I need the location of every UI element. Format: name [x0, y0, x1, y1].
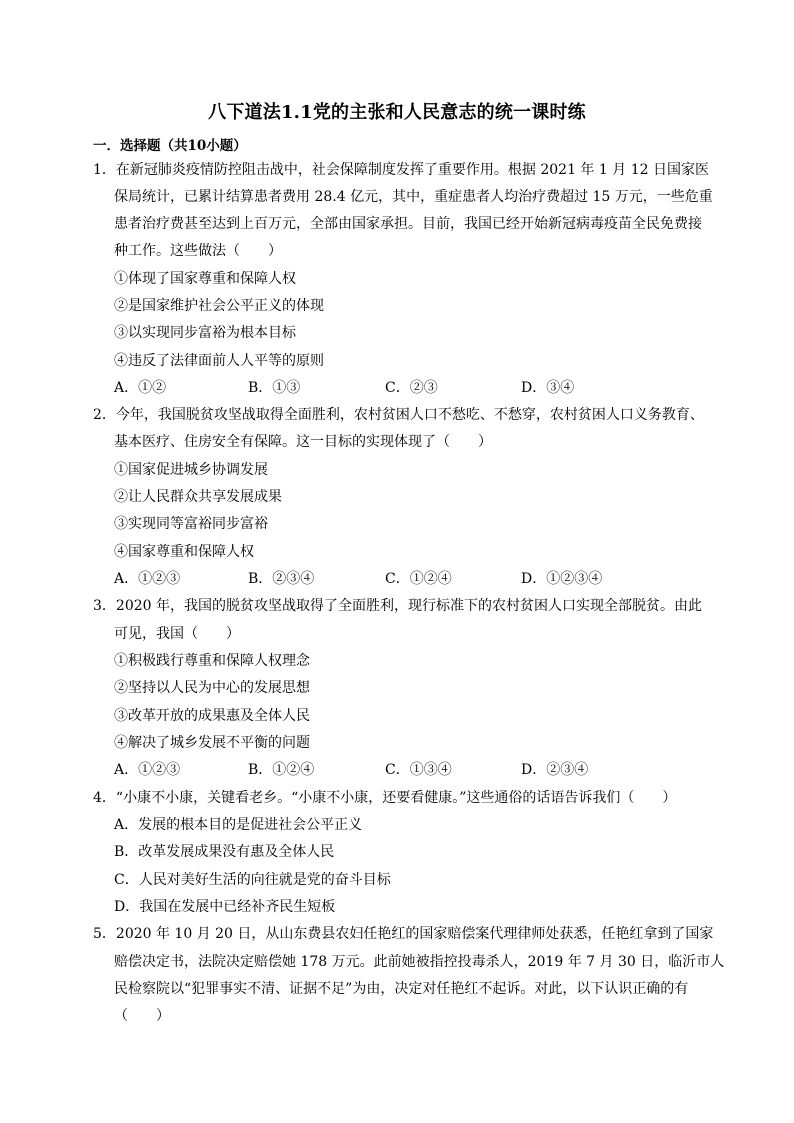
- question-5-line-1: 5．2020 年 10 月 20 日，从山东费县农妇任艳红的国家赔偿案代理律师处获悉，任艳红拿到了国家: [93, 926, 714, 942]
- question-2-choice-d: D．①②③④: [521, 571, 603, 587]
- question-3-item-2: ②坚持以人民为中心的发展思想: [114, 680, 310, 696]
- section-heading: 一．选择题（共10小题）: [93, 138, 247, 154]
- question-4-option-c: C．人民对美好生活的向往就是党的奋斗目标: [114, 872, 391, 888]
- question-1-choice-d: D．③④: [521, 380, 575, 396]
- question-3-choice-d: D．②③④: [521, 762, 589, 778]
- question-1-item-1: ①体现了国家尊重和保障人权: [114, 271, 296, 287]
- question-4-option-b: B．改革发展成果没有惠及全体人民: [114, 844, 335, 860]
- question-1-item-3: ③以实现同步富裕为根本目标: [114, 325, 296, 341]
- question-2-item-3: ③实现同等富裕同步富裕: [114, 516, 268, 532]
- question-3-line-2: 可见，我国（ ）: [114, 626, 240, 642]
- question-2-item-1: ①国家促进城乡协调发展: [114, 462, 268, 478]
- question-3-item-3: ③改革开放的成果惠及全体人民: [114, 708, 310, 724]
- question-5-line-2: 赔偿决定书，法院决定赔偿她 178 万元。此前她被指控投毒杀人，2019 年 7 月 30 日，临沂市人: [114, 954, 725, 970]
- question-2-line-2: 基本医疗、住房安全有保障。这一目标的实现体现了（ ）: [114, 434, 492, 450]
- question-1-choice-c: C．②③: [385, 380, 438, 396]
- question-1-choice-a: A．①②: [114, 380, 167, 396]
- question-1-item-4: ④违反了法律面前人人平等的原则: [114, 353, 324, 369]
- question-1-line-1: 1．在新冠肺炎疫情防控阻击战中，社会保障制度发挥了重要作用。根据 2021 年 1 月 12 日国家医: [93, 162, 709, 178]
- question-1-line-2: 保局统计，已累计结算患者费用 28.4 亿元，其中，重症患者人均治疗费超过 15 万元，一些危重: [114, 189, 713, 205]
- question-4-option-a: A．发展的根本目的是促进社会公平正义: [114, 817, 363, 833]
- question-3-choice-c: C．①③④: [385, 762, 452, 778]
- page-title: 八下道法1.1党的主张和人民意志的统一课时练: [208, 102, 586, 123]
- question-4-option-d: D．我国在发展中已经补齐民生短板: [114, 899, 336, 915]
- question-1-line-3: 患者治疗费甚至达到上百万元，全部由国家承担。目前，我国已经开始新冠病毒疫苗全民免费接: [114, 216, 702, 232]
- question-1-line-4: 种工作。这些做法（ ）: [114, 243, 282, 259]
- question-2-item-2: ②让人民群众共享发展成果: [114, 489, 282, 505]
- question-5-line-3: 民检察院以“犯罪事实不清、证据不足”为由，决定对任艳红不起诉。对此，以下认识正确的有: [114, 981, 689, 997]
- question-2-choice-c: C．①②④: [385, 571, 452, 587]
- question-5-line-4: （ ）: [114, 1008, 170, 1024]
- question-3-choice-a: A．①②③: [114, 762, 181, 778]
- question-2-choice-b: B．②③④: [248, 571, 315, 587]
- question-4-line-1: 4．“小康不小康，关键看老乡。“小康不小康，还要看健康。”这些通俗的话语告诉我们（ ）: [93, 790, 677, 806]
- question-2-item-4: ④国家尊重和保障人权: [114, 544, 254, 560]
- question-3-item-4: ④解决了城乡发展不平衡的问题: [114, 735, 310, 751]
- question-3-choice-b: B．①②④: [248, 762, 315, 778]
- question-3-line-1: 3．2020 年，我国的脱贫攻坚战取得了全面胜利，现行标准下的农村贫困人口实现全部脱贫。由此: [93, 598, 702, 614]
- question-2-line-1: 2．今年，我国脱贫攻坚战取得全面胜利，农村贫困人口不愁吃、不愁穿，农村贫困人口义务教育、: [93, 407, 704, 423]
- question-1-choice-b: B．①③: [248, 380, 301, 396]
- question-3-item-1: ①积极践行尊重和保障人权理念: [114, 653, 310, 669]
- question-1-item-2: ②是国家维护社会公平正义的体现: [114, 298, 324, 314]
- question-2-choice-a: A．①②③: [114, 571, 181, 587]
